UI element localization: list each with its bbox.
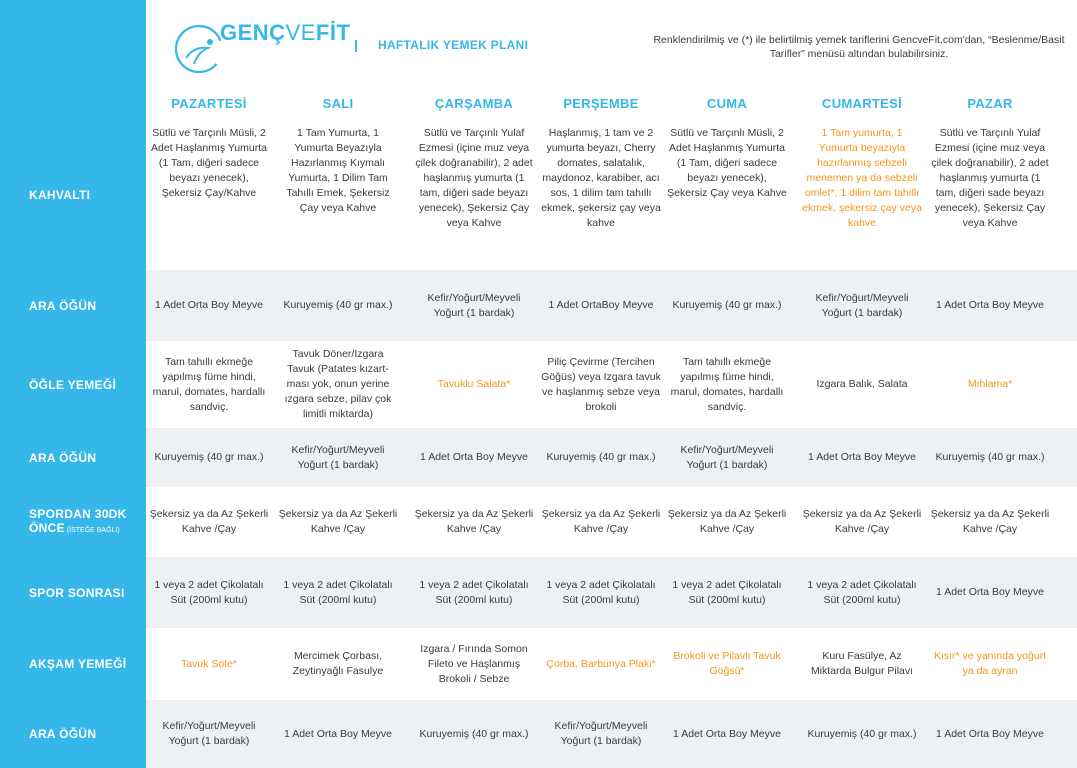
meal-cell <box>798 557 926 628</box>
meal-text: Tam tahıllı ekmeğe yapılmış füme hindi, marul, domates, hardallı sandviç. <box>670 355 784 413</box>
meal-text: Kuruyemiş (40 gr max.) <box>154 451 264 463</box>
meal-cell <box>410 557 538 628</box>
meal-cell <box>926 126 1054 270</box>
meal-text: Mıhlama* <box>967 378 1013 390</box>
meal-text: 1 Adet Orta Boy Meyve <box>936 727 1044 740</box>
meal-cell <box>926 341 1054 428</box>
meal-cell <box>798 341 926 428</box>
meal-cell <box>798 487 926 557</box>
row-label <box>0 557 146 628</box>
meal-text: Kuruyemiş (40 gr max.) <box>935 451 1045 463</box>
meal-text: Şekersiz ya da Az Şekerli Kahve /Çay <box>541 508 661 535</box>
meal-cell <box>537 700 665 768</box>
day-header: PAZARTESİ <box>171 96 247 111</box>
recipe-note: Renklendirilmiş ve (*) ile belirtilmiş yemek tariflerini GencveFit.com'dan, “Beslenme/Basit Tarifler” menüsü altından bulabilirsiniz. <box>653 34 1065 60</box>
row-label <box>0 628 146 700</box>
meal-cell <box>926 428 1054 487</box>
row-label-text <box>29 727 96 741</box>
meal-cell <box>274 700 402 768</box>
meal-cell <box>410 270 538 341</box>
meal-cell <box>926 628 1054 700</box>
meal-text: Kuruyemiş (40 gr max.) <box>546 451 656 463</box>
meal-cell <box>926 487 1054 557</box>
row-label-main: AKŞAM YEMEĞİ <box>29 657 127 671</box>
meal-cell <box>145 557 273 628</box>
meal-text: Kefir/Yoğurt/Meyveli Yoğurt (1 bardak) <box>680 443 774 471</box>
meal-text: 1 Adet Orta Boy Meyve <box>284 727 392 740</box>
row-label-main: ÖĞLE YEMEĞİ <box>29 377 117 392</box>
row-label-main: KAHVALTI <box>29 188 91 202</box>
meal-cell <box>410 487 538 557</box>
meal-cell <box>274 341 402 428</box>
meal-cell <box>663 428 791 487</box>
meal-text: Haşlanmış, 1 tam ve 2 yumurta beyazı, Cherry domates, salatalık, maydonoz, karabiber, acı sos, 1 dilim tam tahıllı ekmek, şekersiz çay veya kahve <box>541 127 661 229</box>
meal-text: Kefir/Yoğurt/Meyveli Yoğurt (1 bardak) <box>162 720 256 747</box>
meal-text: 1 veya 2 adet Çikolatalı Süt (200ml kutu) <box>807 578 917 606</box>
meal-cell <box>798 428 926 487</box>
row-label-main: ARA ÖĞÜN <box>29 450 97 465</box>
meal-cell <box>537 628 665 700</box>
meal-text: 1 Adet Orta Boy Meyve <box>420 451 528 463</box>
brand-strong: GENÇ <box>220 20 286 45</box>
meal-cell <box>145 487 273 557</box>
header <box>146 0 1077 88</box>
meal-cell <box>798 700 926 768</box>
meal-text: 1 Tam yumurta, 1 Yumurta beyazıyla hazırlanmış sebzeli menemen ya da sebzeli omlet*, 1 dilim tam tahıllı ekmek, şekersiz çay veya kahve <box>802 127 922 229</box>
meal-text: 1 Adet Orta Boy Meyve <box>155 299 263 311</box>
meal-text: Kuruyemiş (40 gr max.) <box>419 727 529 740</box>
meal-text: 1 Tam Yumurta, 1 Yumurta Beyazıyla Hazırlanmış Kıymalı Yumurta, 1 Dilim Tam Tahıllı Emek, Şekersiz Çay veya Kahve <box>286 127 390 214</box>
meal-text: Çorba, Barbunya Plaki* <box>546 657 656 670</box>
row-label-main: ARA ÖĞÜN <box>29 298 97 313</box>
row-label <box>0 487 146 557</box>
meal-text: Sütlü ve Tarçınlı Müsli, 2 Adet Haşlanmış Yumurta (1 Tam, diğeri sadece beyazı yenecek), Şekersiz Çay veya Kahve <box>667 127 787 199</box>
meal-cell <box>145 341 273 428</box>
meal-cell <box>274 126 402 270</box>
day-header-row <box>146 88 1077 120</box>
row-label <box>0 700 146 768</box>
meal-cell <box>410 428 538 487</box>
meal-text: Tavuklu Salata* <box>437 378 511 390</box>
row-label-text <box>29 586 125 600</box>
meal-cell <box>537 270 665 341</box>
meal-text: Şekersiz ya da Az Şekerli Kahve /Çay <box>667 508 787 535</box>
meal-text: 1 Adet Orta Boy Meyve <box>808 451 916 463</box>
meal-cell <box>410 341 538 428</box>
brand-end: FİT <box>315 20 351 45</box>
meal-cell <box>663 270 791 341</box>
meal-cell <box>145 628 273 700</box>
meal-cell <box>537 557 665 628</box>
row-label-main: ARA ÖĞÜN <box>29 727 97 741</box>
meal-text: Brokoli ve Pilavlı Tavuk Göğsü* <box>673 650 781 677</box>
header-separator <box>355 40 357 52</box>
meal-cell <box>537 341 665 428</box>
row-label-text <box>29 507 146 538</box>
meal-cell <box>145 126 273 270</box>
meal-text: Tavuk Sote* <box>180 657 238 670</box>
meal-text: 1 Adet OrtaBoy Meyve <box>548 299 654 311</box>
meal-cell <box>798 126 926 270</box>
meal-text: 1 Adet Orta Boy Meyve <box>673 727 781 740</box>
meal-cell <box>145 270 273 341</box>
meal-text: Sütlü ve Tarçınlı Müsli, 2 Adet Haşlanmış Yumurta (1 Tam, diğeri sadece beyazı yenecek), Şekersiz Çay/Kahve <box>151 127 267 199</box>
meal-cell <box>926 557 1054 628</box>
meal-cell <box>274 487 402 557</box>
meal-text: Kuruyemiş (40 gr max.) <box>672 299 782 311</box>
meal-text: Şekersiz ya da Az Şekerli Kahve /Çay <box>149 508 269 535</box>
meal-text: Kefir/Yoğurt/Meyveli Yoğurt (1 bardak) <box>554 720 648 747</box>
day-header: ÇARŞAMBA <box>434 96 514 111</box>
meal-text: Izgara Balık, Salata <box>816 378 908 390</box>
row-label-sub: (İSTEĞE BAĞLI) <box>64 526 120 534</box>
meal-text: Izgara / Fırında Somon Fileto ve Haşlanmış Brokoli / Sebze <box>420 642 528 685</box>
meal-text: Tavuk Döner/Izgara Tavuk (Patates kızart- ması yok, onun yerine ızgara sebze, pilav çok limitli miktarda) <box>284 348 392 420</box>
row-label-main: SPORDAN 30DK ÖNCE <box>29 506 127 535</box>
meal-text: 1 veya 2 adet Çikolatalı Süt (200ml kutu) <box>546 578 656 606</box>
page-title: HAFTALIK YEMEK PLANI <box>378 38 529 52</box>
meal-text: 1 Adet Orta Boy Meyve <box>936 299 1044 311</box>
meal-cell <box>926 270 1054 341</box>
meal-text: Kuru Fasülye, Az Miktarda Bulgur Pilavı <box>810 650 914 677</box>
meal-cell <box>663 628 791 700</box>
meal-cell <box>145 428 273 487</box>
brand-name <box>220 20 350 46</box>
meal-text: 1 veya 2 adet Çikolatalı Süt (200ml kutu) <box>419 578 529 606</box>
row-label-text <box>29 657 126 671</box>
meal-text: 1 veya 2 adet Çikolatalı Süt (200ml kutu) <box>672 578 782 606</box>
meal-text: Kuruyemiş (40 gr max.) <box>807 727 917 740</box>
meal-cell <box>410 126 538 270</box>
meal-cell <box>663 341 791 428</box>
meal-text: 1 Adet Orta Boy Meyve <box>936 586 1044 598</box>
day-header: CUMARTESİ <box>822 96 902 111</box>
brand-light: VE <box>285 20 316 45</box>
meal-text: Şekersiz ya da Az Şekerli Kahve /Çay <box>802 508 922 535</box>
meal-cell <box>537 428 665 487</box>
row-label-text <box>29 378 116 392</box>
meal-cell <box>537 487 665 557</box>
meal-text: Kefir/Yoğurt/Meyveli Yoğurt (1 bardak) <box>427 291 521 319</box>
meal-cell <box>537 126 665 270</box>
row-label-text <box>29 451 96 465</box>
meal-text: Şekersiz ya da Az Şekerli Kahve /Çay <box>414 508 534 535</box>
meal-cell <box>410 628 538 700</box>
row-label-text <box>29 188 90 202</box>
meal-cell <box>274 428 402 487</box>
meal-text: Şekersiz ya da Az Şekerli Kahve /Çay <box>930 508 1050 535</box>
row-label <box>0 428 146 487</box>
row-label-main: SPOR SONRASI <box>29 585 125 600</box>
row-label <box>0 270 146 341</box>
meal-cell <box>274 270 402 341</box>
meal-text: Kuruyemiş (40 gr max.) <box>283 299 393 311</box>
meal-text: Sütlü ve Tarçınlı Yulaf Ezmesi (içine muz veya çilek doğranabilir), 2 adet haşlanmış yumurta (1 tam, diğeri sade beyazı yenecek), Şekersiz Çay veya Kahve <box>415 127 533 229</box>
meal-cell <box>145 700 273 768</box>
row-label <box>0 341 146 428</box>
meal-text: 1 veya 2 adet Çikolatalı Süt (200ml kutu) <box>154 578 264 606</box>
meal-text: Kefir/Yoğurt/Meyveli Yoğurt (1 bardak) <box>291 443 385 471</box>
meal-cell <box>663 557 791 628</box>
meal-text: Sütlü ve Tarçınlı Yulaf Ezmesi (içine muz veya çilek doğranabilir), 2 adet haşlanmış yumurta (1 tam, diğeri sade beyazı yenecek), Şekersiz Çay veya Kahve <box>931 127 1049 229</box>
row-label <box>0 120 146 270</box>
meal-cell <box>663 700 791 768</box>
meal-cell <box>274 557 402 628</box>
day-header: CUMA <box>706 96 748 111</box>
meal-cell <box>274 628 402 700</box>
day-header: PERŞEMBE <box>563 96 639 111</box>
day-header: PAZAR <box>967 96 1013 111</box>
meal-text: Tam tahıllı ekmeğe yapılmış füme hindi, marul, domates, hardallı sandviç. <box>152 355 266 413</box>
meal-cell <box>410 700 538 768</box>
meal-text: 1 veya 2 adet Çikolatalı Süt (200ml kutu) <box>283 578 393 606</box>
meal-text: Şekersiz ya da Az Şekerli Kahve /Çay <box>278 508 398 535</box>
meal-cell <box>663 487 791 557</box>
meal-text: Piliç Çevirme (Tercihen Göğüs) veya Izgara tavuk ve haşlanmış sebze veya brokoli <box>541 355 661 413</box>
meal-text: Kısır* ve yanında yoğurt ya da ayran <box>933 650 1047 677</box>
meal-cell <box>663 126 791 270</box>
day-header: SALI <box>322 96 354 111</box>
row-label-text <box>29 299 96 313</box>
meal-text: Mercimek Çorbası, Zeytinyağlı Fasulye <box>292 650 384 677</box>
meal-cell <box>798 628 926 700</box>
meal-cell <box>926 700 1054 768</box>
meal-cell <box>798 270 926 341</box>
meal-text: Kefir/Yoğurt/Meyveli Yoğurt (1 bardak) <box>815 291 909 319</box>
